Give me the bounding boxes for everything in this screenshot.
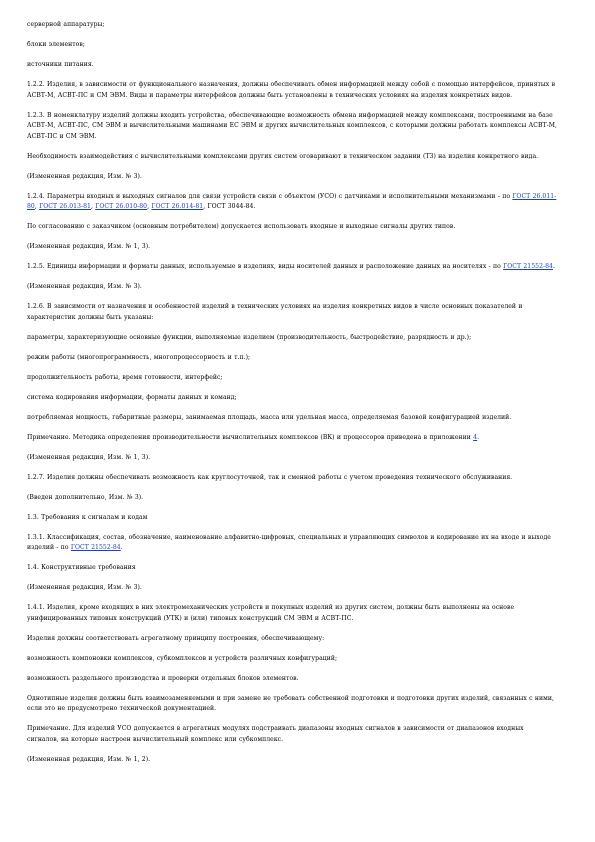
paragraph (27, 262, 557, 273)
paragraph-text: потребляемая мощность, габаритные размеры, занимаемая площадь, масса или удельная масса, определяемая базовой конфигурацией изделий. (27, 413, 512, 421)
paragraph-text: 1.2.7. Изделия должны обеспечивать возможность как круглосуточной, так и сменной работы с учетом проведения технического обслуживания. (27, 473, 513, 481)
paragraph (27, 453, 557, 464)
paragraph-text: продолжительность работы, время готовности, интерфейс; (27, 373, 223, 381)
paragraph (27, 413, 557, 424)
paragraph (27, 513, 557, 524)
document-page (27, 20, 557, 775)
paragraph-text: 1.2.2. Изделия, в зависимости от функционального назначения, должны обеспечивать обмен информацией между собой с помощью интерфейсов, принятых в АСВТ-М, АСВТ-ПС и СМ ЭВМ. Виды и параметры интерфейсов должны быть установлены в технических условиях на изделия конкретных видов. (27, 80, 556, 99)
paragraph-text: Необходимость взаимодействия с вычислительными комплексами других систем оговаривают в техническом задании (ТЗ) на изделия конкретного вида. (27, 152, 539, 160)
paragraph-text: Примечание. Методика определения производительности вычислительных комплексов (ВК) и процессоров приведена в приложении (27, 433, 474, 441)
standard-link[interactable]: 4 (473, 433, 478, 441)
paragraph-text: , (147, 203, 152, 211)
standard-link[interactable]: ГОСТ 26.010-80 (95, 203, 148, 211)
paragraph-text: (Измененная редакция, Изм. № 1, 3). (27, 453, 151, 461)
paragraph (27, 563, 557, 574)
paragraph-text: 1.4. Конструктивные требования (27, 564, 136, 572)
paragraph (27, 333, 557, 344)
paragraph-text: Изделия должны соответствовать агрегатному принципу построения, обеспечивающему: (27, 634, 325, 642)
paragraph-text: серверной аппаратуры; (27, 21, 105, 28)
paragraph (27, 152, 557, 163)
paragraph (27, 654, 557, 665)
paragraph (27, 583, 557, 594)
paragraph (27, 353, 557, 364)
paragraph (27, 172, 557, 183)
paragraph (27, 373, 557, 384)
paragraph-text: 1.3.1. Классификация, состав, обозначение, наименование алфавитно-цифровых, специальных и управляющих символов и кодирование их на входе и выходе изделий - по (27, 533, 551, 552)
paragraph (27, 493, 557, 504)
standard-link[interactable]: ГОСТ 26.013-81 (39, 203, 91, 211)
paragraph (27, 724, 557, 745)
paragraph-text: источники питания. (27, 60, 94, 68)
paragraph (27, 282, 557, 293)
paragraph (27, 433, 557, 444)
standard-link[interactable]: ГОСТ 21552-84 (503, 263, 553, 271)
paragraph-text: параметры, характеризующие основные функции, выполняемые изделием (производительность, быстродействие, разрядность и др.); (27, 333, 472, 341)
paragraph-text: 1.2.4. Параметры входных и выходных сигналов для связи устройств связи с объектом (УСО) с датчиками и исполнительными механизмами - по (27, 192, 513, 200)
paragraph (27, 634, 557, 645)
paragraph-text: 1.2.6. В зависимости от назначения и особенностей изделий в технических условиях на изделия конкретных видов в числе основных показателей и характеристик должны быть указаны: (27, 303, 523, 321)
paragraph-text: 1.2.3. В номенклатуру изделий должны входить устройства, обеспечивающие возможность обмена информацией между комплексами, построенными на базе АСВТ-М, АСВТ-ПС, СМ ЭВМ и вычислительными машинами ЕС ЭВМ и других вычислительных комплексов, с которыми должны работать комплексы АСВТ-М, АСВТ-ПС и СМ ЭВМ. (27, 111, 558, 140)
paragraph-text: возможность компоновки комплексов, субкомплексов и устройств различных конфигураций; (27, 654, 338, 662)
paragraph-text: (Введен дополнительно, Изм. № 3). (27, 493, 144, 501)
paragraph (27, 755, 557, 766)
paragraph-text: (Измененная редакция, Изм. № 1, 2). (27, 755, 151, 763)
standard-link[interactable]: ГОСТ 26.014-81 (151, 203, 204, 211)
paragraph (27, 603, 557, 624)
paragraph-text: , (34, 203, 40, 211)
paragraph-text: Однотипные изделия должны быть взаимозаменяемыми и при замене не требовать собственной подготовки и подготовки других изделий, связанных с ними, если это не предусмотрено технической документацией. (27, 694, 555, 713)
paragraph (27, 674, 557, 685)
paragraph (27, 80, 557, 101)
paragraph-text: . (120, 544, 123, 552)
paragraph (27, 192, 557, 213)
paragraph (27, 40, 557, 51)
paragraph-text: (Измененная редакция, Изм. № 1, 3). (27, 243, 151, 251)
standard-link[interactable]: ГОСТ 21552-84 (70, 544, 121, 552)
paragraph-text: , ГОСТ 3044-84. (203, 203, 256, 211)
paragraph (27, 533, 557, 554)
paragraph (27, 60, 557, 71)
paragraph (27, 694, 557, 715)
paragraph-text: , (90, 203, 96, 211)
paragraph (27, 111, 557, 143)
paragraph-text: 1.4.1. Изделия, кроме входящих в них электромеханических устройств и покупных изделий из других систем, должны быть выполнены на основе унифицированных типовых конструкций (УТК) и (или) типовых конструкций СМ ЭВМ и АСВТ-ПС. (27, 604, 515, 622)
paragraph-text: режим работы (многопрограммность, многопроцессорность и т.п.); (27, 353, 251, 361)
paragraph-text: . (477, 433, 480, 441)
paragraph-text: (Измененная редакция, Изм. № 3). (27, 584, 142, 592)
paragraph (27, 242, 557, 253)
paragraph (27, 20, 557, 31)
standard-link[interactable]: ГОСТ 26.011-80 (27, 192, 557, 211)
paragraph-text: (Измененная редакция, Изм. № 3). (27, 172, 142, 180)
paragraph-text: возможность раздельного производства и проверки отдельных блоков элементов. (27, 674, 299, 682)
paragraph (27, 473, 557, 484)
paragraph-text: блоки элементов; (27, 40, 85, 48)
paragraph-text: 1.3. Требования к сигналам и кодам (27, 513, 148, 521)
paragraph (27, 222, 557, 233)
paragraph-text: . (552, 263, 555, 271)
paragraph (27, 393, 557, 404)
paragraph-text: Примечание. Для изделий УСО допускается в агрегатных модулях подстраивать диапазоны входных сигналов в зависимости от диапазонов входных сигналов, на которые настроен вычислительный комплекс или субкомплекс. (27, 725, 524, 743)
paragraph-text: система кодирования информации, форматы данных и команд; (27, 393, 237, 401)
paragraph-text: По согласованию с заказчиком (основным потребителем) допускается использовать входные и выходные сигналы других типов. (27, 223, 456, 231)
paragraph-text: 1.2.5. Единицы информации и форматы данных, используемые в изделиях, виды носителей данных и расположение данных на носителях - по (27, 263, 504, 271)
paragraph-text: (Измененная редакция, Изм. № 3). (27, 283, 142, 291)
paragraph (27, 302, 557, 323)
